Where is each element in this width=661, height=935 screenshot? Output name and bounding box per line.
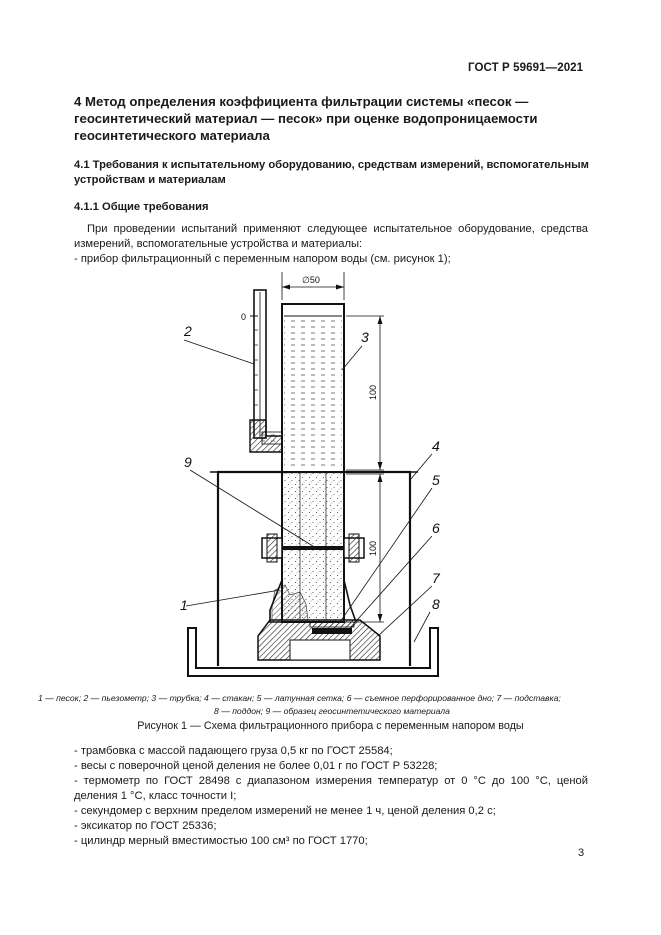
list-item: - весы с поверочной ценой деления не более 0,01 г по ГОСТ Р 53228; bbox=[74, 760, 438, 772]
dim-upper-label: 100 bbox=[368, 384, 378, 400]
section-title: 4 Метод определения коэффициента фильтрации системы «песок — геосинтетический материал — песок» при оценке водопроницаемости геосинтетического материала bbox=[74, 94, 538, 143]
subsubsection-title: 4.1.1 Общие требования bbox=[74, 201, 209, 213]
diameter-label: ∅50 bbox=[302, 275, 320, 285]
callout-6: 6 bbox=[432, 520, 440, 536]
list-item: - эксикатор по ГОСТ 25336; bbox=[74, 820, 217, 832]
figure-legend-line2: 8 — поддон; 9 — образец геосинтетического материала bbox=[214, 706, 450, 716]
list-item-device: - прибор фильтрационный с переменным напором воды (см. рисунок 1); bbox=[74, 253, 451, 265]
callout-7: 7 bbox=[432, 570, 440, 586]
dim-lower-label: 100 bbox=[368, 540, 378, 556]
callout-4: 4 bbox=[432, 438, 440, 454]
page-number: 3 bbox=[578, 847, 585, 859]
intro-paragraph: При проведении испытаний применяют следующее испытательное оборудование, средства измерений, вспомогательные устройства и материалы: bbox=[74, 223, 588, 250]
figure-caption: Рисунок 1 — Схема фильтрационного прибора с переменным напором воды bbox=[137, 720, 524, 732]
callout-5: 5 bbox=[432, 472, 440, 488]
list-item: - термометр по ГОСТ 28498 с диапазоном измерения температур от 0 °С до 100 °С, ценой деления 1 °С, класс точности I; bbox=[74, 775, 588, 802]
list-item: - цилиндр мерный вместимостью 100 см³ по ГОСТ 1770; bbox=[74, 835, 368, 847]
subsection-title: 4.1 Требования к испытательному оборудованию, средствам измерений, вспомогательным устройствам и материалам bbox=[74, 159, 589, 186]
callout-3: 3 bbox=[361, 329, 369, 345]
callout-9: 9 bbox=[184, 454, 192, 470]
zero-label: 0 bbox=[241, 312, 247, 322]
figure-legend-line1: 1 — песок; 2 — пьезометр; 3 — трубка; 4 — стакан; 5 — латунная сетка; 6 — съемное перфорированное дно; 7 — подставка; bbox=[38, 693, 561, 703]
callout-8: 8 bbox=[432, 596, 440, 612]
callout-1: 1 bbox=[180, 597, 188, 613]
standard-number: ГОСТ Р 59691—2021 bbox=[468, 62, 584, 74]
list-item: - секундомер с верхним пределом измерений не менее 1 ч, ценой деления 0,2 с; bbox=[74, 805, 496, 817]
callout-2: 2 bbox=[184, 323, 192, 339]
list-item: - трамбовка с массой падающего груза 0,5 кг по ГОСТ 25584; bbox=[74, 745, 393, 757]
